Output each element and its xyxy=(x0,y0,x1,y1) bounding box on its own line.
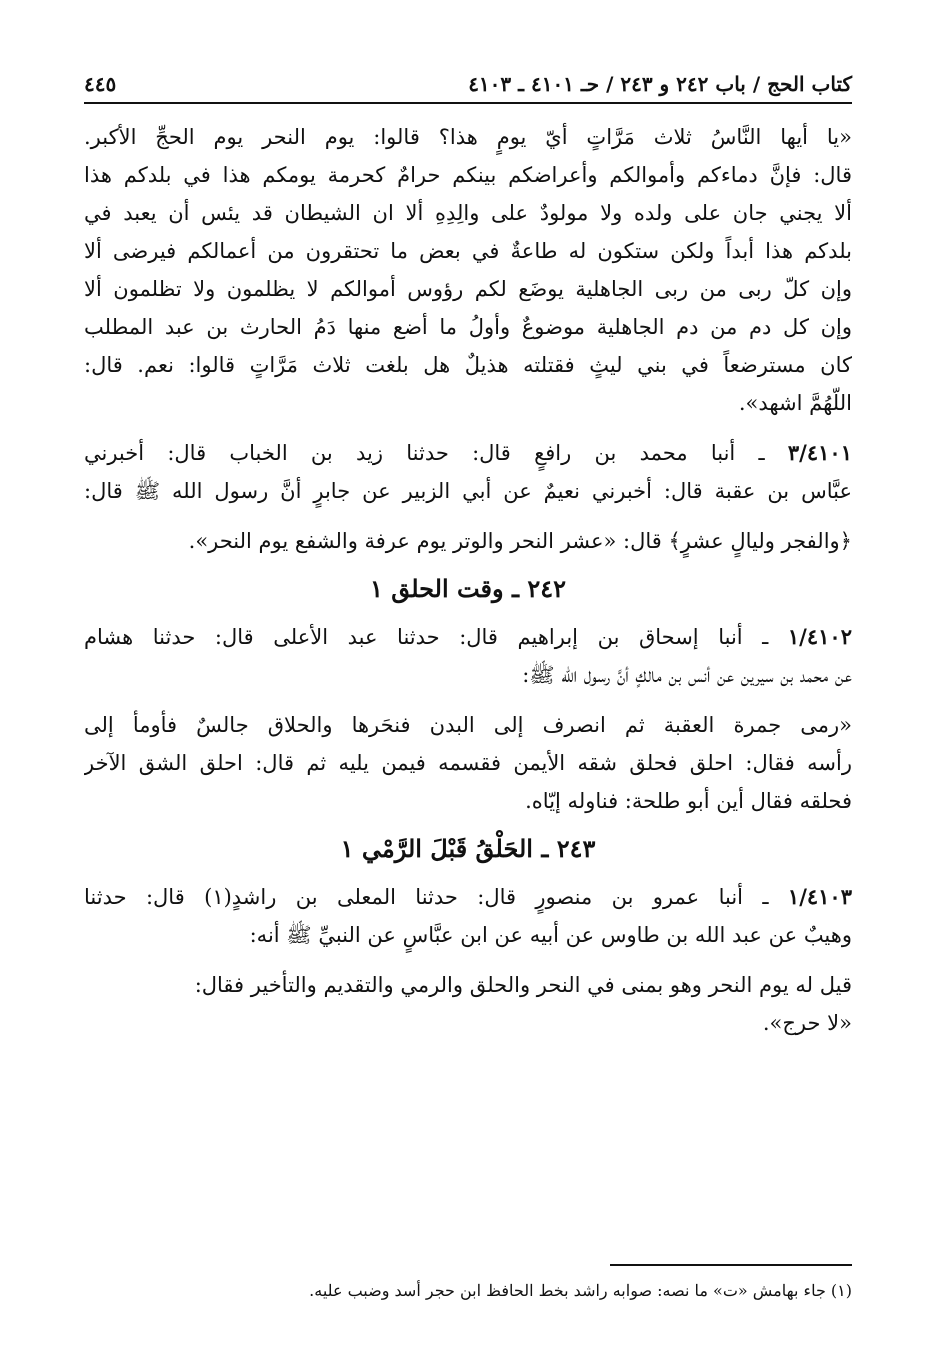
chapter-heading-243: ٢٤٣ ـ الحَلْقُ قَبْلَ الرَّمْي ١ xyxy=(340,834,596,863)
running-title: كتاب الحج / باب ٢٤٢ و ٢٤٣ / حـ ٤١٠١ ـ ٤١٠٣ xyxy=(468,72,852,96)
text-line: وهيبٌ عن عبد الله بن طاوس عن أبيه عن ابن عبَّاسٍ عن النبيِّ ﷺ أنه: xyxy=(249,923,852,947)
text-line: قال: فإنَّ دماءكم وأموالكم وأعراضكم بينكم حرامٌ كحرمة يومكم هذا في بلدكم هذا xyxy=(84,163,852,187)
text-line: رأسه فقال: احلق فحلق شقه الأيمن فقسمه فيمن يليه ثم قال: احلق الشق الآخر xyxy=(84,751,852,775)
page-body xyxy=(84,118,852,1042)
hadith-number: ١/٤١٠٣ xyxy=(787,884,852,909)
hadith-text: ـ أنبا محمد بن رافعٍ قال: حدثنا زيد بن الخباب قال: أخبرني xyxy=(84,441,765,465)
text-line: بلدكم هذا أبداً ولكن ستكون له طاعةٌ في بعض ما تحتقرون من أعمالكم فيرضى ألا xyxy=(84,239,852,263)
hadith-4103 xyxy=(84,878,852,1042)
text-line: قيل له يوم النحر وهو بمنى في النحر والحلق والرمي والتقديم والتأخير فقال: xyxy=(194,973,852,997)
text-line: وإن كلّ ربى من ربى الجاهلية يوضَع لكم رؤوس أموالكم لا يظلمون ولا تظلمون ألا xyxy=(84,277,852,301)
hadith-quote: ﴿والفجر وليالٍ عشرٍ﴾ قال: «عشر النحر والوتر يوم عرفة والشفع يوم النحر». xyxy=(188,529,852,553)
text-line: ألا يجني جان على ولده ولا مولودٌ على والِدِهِ ألا ان الشيطان قد يئس أن يعبد في xyxy=(84,201,852,225)
book-page xyxy=(84,56,852,1326)
text-line: كان مسترضعاً في بني ليثٍ فقتلته هذيلٌ هل بلغت ثلاث مَرَّاتٍ قالوا: نعم. قال: xyxy=(84,353,852,377)
text-line: «رمى جمرة العقبة ثم انصرف إلى البدن فنحَرها والحلاق جالسٌ فأومأ إلى xyxy=(84,713,852,737)
hadith-text: ـ أنبا عمرو بن منصورٍ قال: حدثنا المعلى بن راشدٍ(١) قال: حدثنا xyxy=(84,885,769,909)
hadith-4102 xyxy=(84,618,852,820)
hadith-4101 xyxy=(84,434,852,560)
page-number: ٤٤٥ xyxy=(84,72,117,96)
hadith-number: ٣/٤١٠١ xyxy=(787,440,852,465)
page-header xyxy=(84,56,852,104)
hadith-text: ـ أنبا إسحاق بن إبراهيم قال: حدثنا عبد الأعلى قال: حدثنا هشام xyxy=(84,625,769,649)
text-line: وإن كل دم من دم الجاهلية موضوعٌ وأولُ ما أضع منها دَمُ الحارث بن عبد المطلب xyxy=(84,315,852,339)
text-line: اللّهُمَّ اشهد». xyxy=(738,391,852,415)
text-line: «يا أيها النَّاسُ ثلاث مَرَّاتٍ أيّ يومٍ هذا؟ قالوا: يوم النحر يوم الحجِّ الأكبر. xyxy=(84,125,852,149)
text-line: «لا حرج». xyxy=(762,1011,852,1035)
paragraph-sermon xyxy=(84,118,852,422)
footnote: (١) جاء بهامش «ت» ما نصه: صوابه راشد بخط الحافظ ابن حجر أسد وضبب عليه. xyxy=(309,1281,852,1300)
chapter-heading-242: ٢٤٢ ـ وقت الحلق ١ xyxy=(369,574,567,603)
hadith-number: ١/٤١٠٢ xyxy=(787,624,852,649)
text-line: عبَّاس بن عقبة قال: أخبرني نعيمٌ عن أبي الزبير عن جابرٍ أنَّ رسول الله ﷺ قال: xyxy=(84,479,852,503)
footnote-divider xyxy=(610,1264,852,1266)
text-line: عن محمد بن سيرين عن أنس بن مالكٍ أنَّ رسول الله ﷺ: xyxy=(522,663,852,687)
text-line: فحلقه فقال أين أبو طلحة: فناوله إيّاه. xyxy=(525,789,852,813)
